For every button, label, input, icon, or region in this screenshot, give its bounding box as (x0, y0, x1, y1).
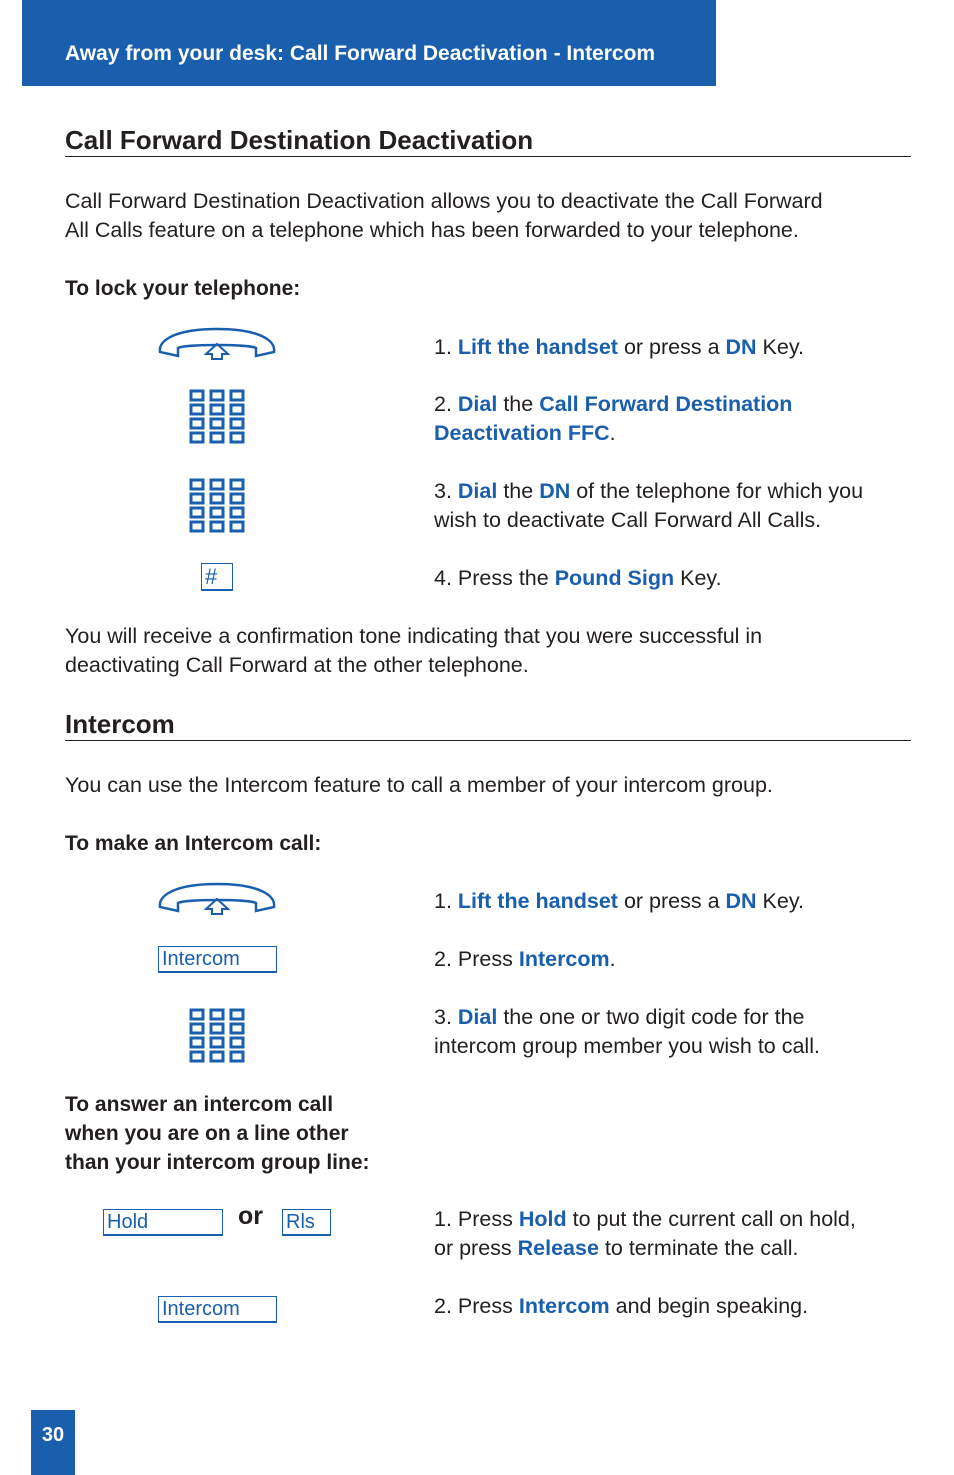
section2-intro: You can use the Intercom feature to call a member of your intercom group. (65, 773, 773, 797)
section1-intro: Call Forward Destination Deactivation allows you to deactivate the Call Forward All Calls feature on a telephone which has been forwarded to your telephone. (65, 189, 823, 242)
intercom-softkey-icon: Intercom (158, 1296, 277, 1323)
section-rule (65, 156, 911, 157)
dialpad-icon (189, 389, 245, 445)
page-number: 30 (41, 1424, 65, 1446)
step-1-lift-handset: 1. Lift the handset or press a DN Key. (434, 335, 804, 359)
or-label: or (238, 1202, 263, 1230)
rls-softkey-icon: Rls (282, 1209, 331, 1236)
step-3-dial-dn: 3. Dial the DN of the telephone for which you wish to deactivate Call Forward All Calls. (434, 479, 864, 532)
page-number-box (31, 1410, 75, 1475)
pound-key-icon: # (201, 563, 233, 591)
step-4-pound-sign: 4. Press the Pound Sign Key. (434, 566, 722, 590)
section-title-call-forward: Call Forward Destination Deactivation (65, 125, 534, 155)
section-rule (65, 740, 911, 741)
intercom-step-3-dial-code: 3. Dial the one or two digit code for the intercom group member you wish to call. (434, 1005, 820, 1058)
handset-icon (156, 326, 278, 362)
dialpad-icon (189, 478, 245, 534)
step-2-dial-ffc: 2. Dial the Call Forward Destination Deactivation FFC. (434, 392, 793, 445)
hold-softkey-icon: Hold (103, 1209, 223, 1236)
subheading-intercom-call: To make an Intercom call: (65, 832, 322, 855)
header-title: Away from your desk: Call Forward Deactivation - Intercom (65, 42, 656, 65)
handset-icon (156, 881, 278, 917)
answer-step-2-press-intercom: 2. Press Intercom and begin speaking. (434, 1294, 809, 1318)
intercom-softkey-icon: Intercom (158, 946, 277, 973)
dialpad-icon (189, 1008, 245, 1064)
subheading-lock: To lock your telephone: (65, 277, 301, 300)
header-bar (22, 0, 716, 86)
answer-step-1-hold-release: 1. Press Hold to put the current call on hold, or press Release to terminate the call. (434, 1207, 856, 1260)
section-title-intercom: Intercom (65, 709, 175, 739)
section1-outro: You will receive a confirmation tone indicating that you were successful in deactivating Call Forward at the other telephone. (65, 624, 763, 677)
intercom-step-1-lift-handset: 1. Lift the handset or press a DN Key. (434, 889, 804, 913)
subheading-answer-intercom: To answer an intercom call when you are on a line other than your intercom group line: (65, 1093, 370, 1174)
intercom-step-2-press-intercom: 2. Press Intercom. (434, 947, 616, 971)
